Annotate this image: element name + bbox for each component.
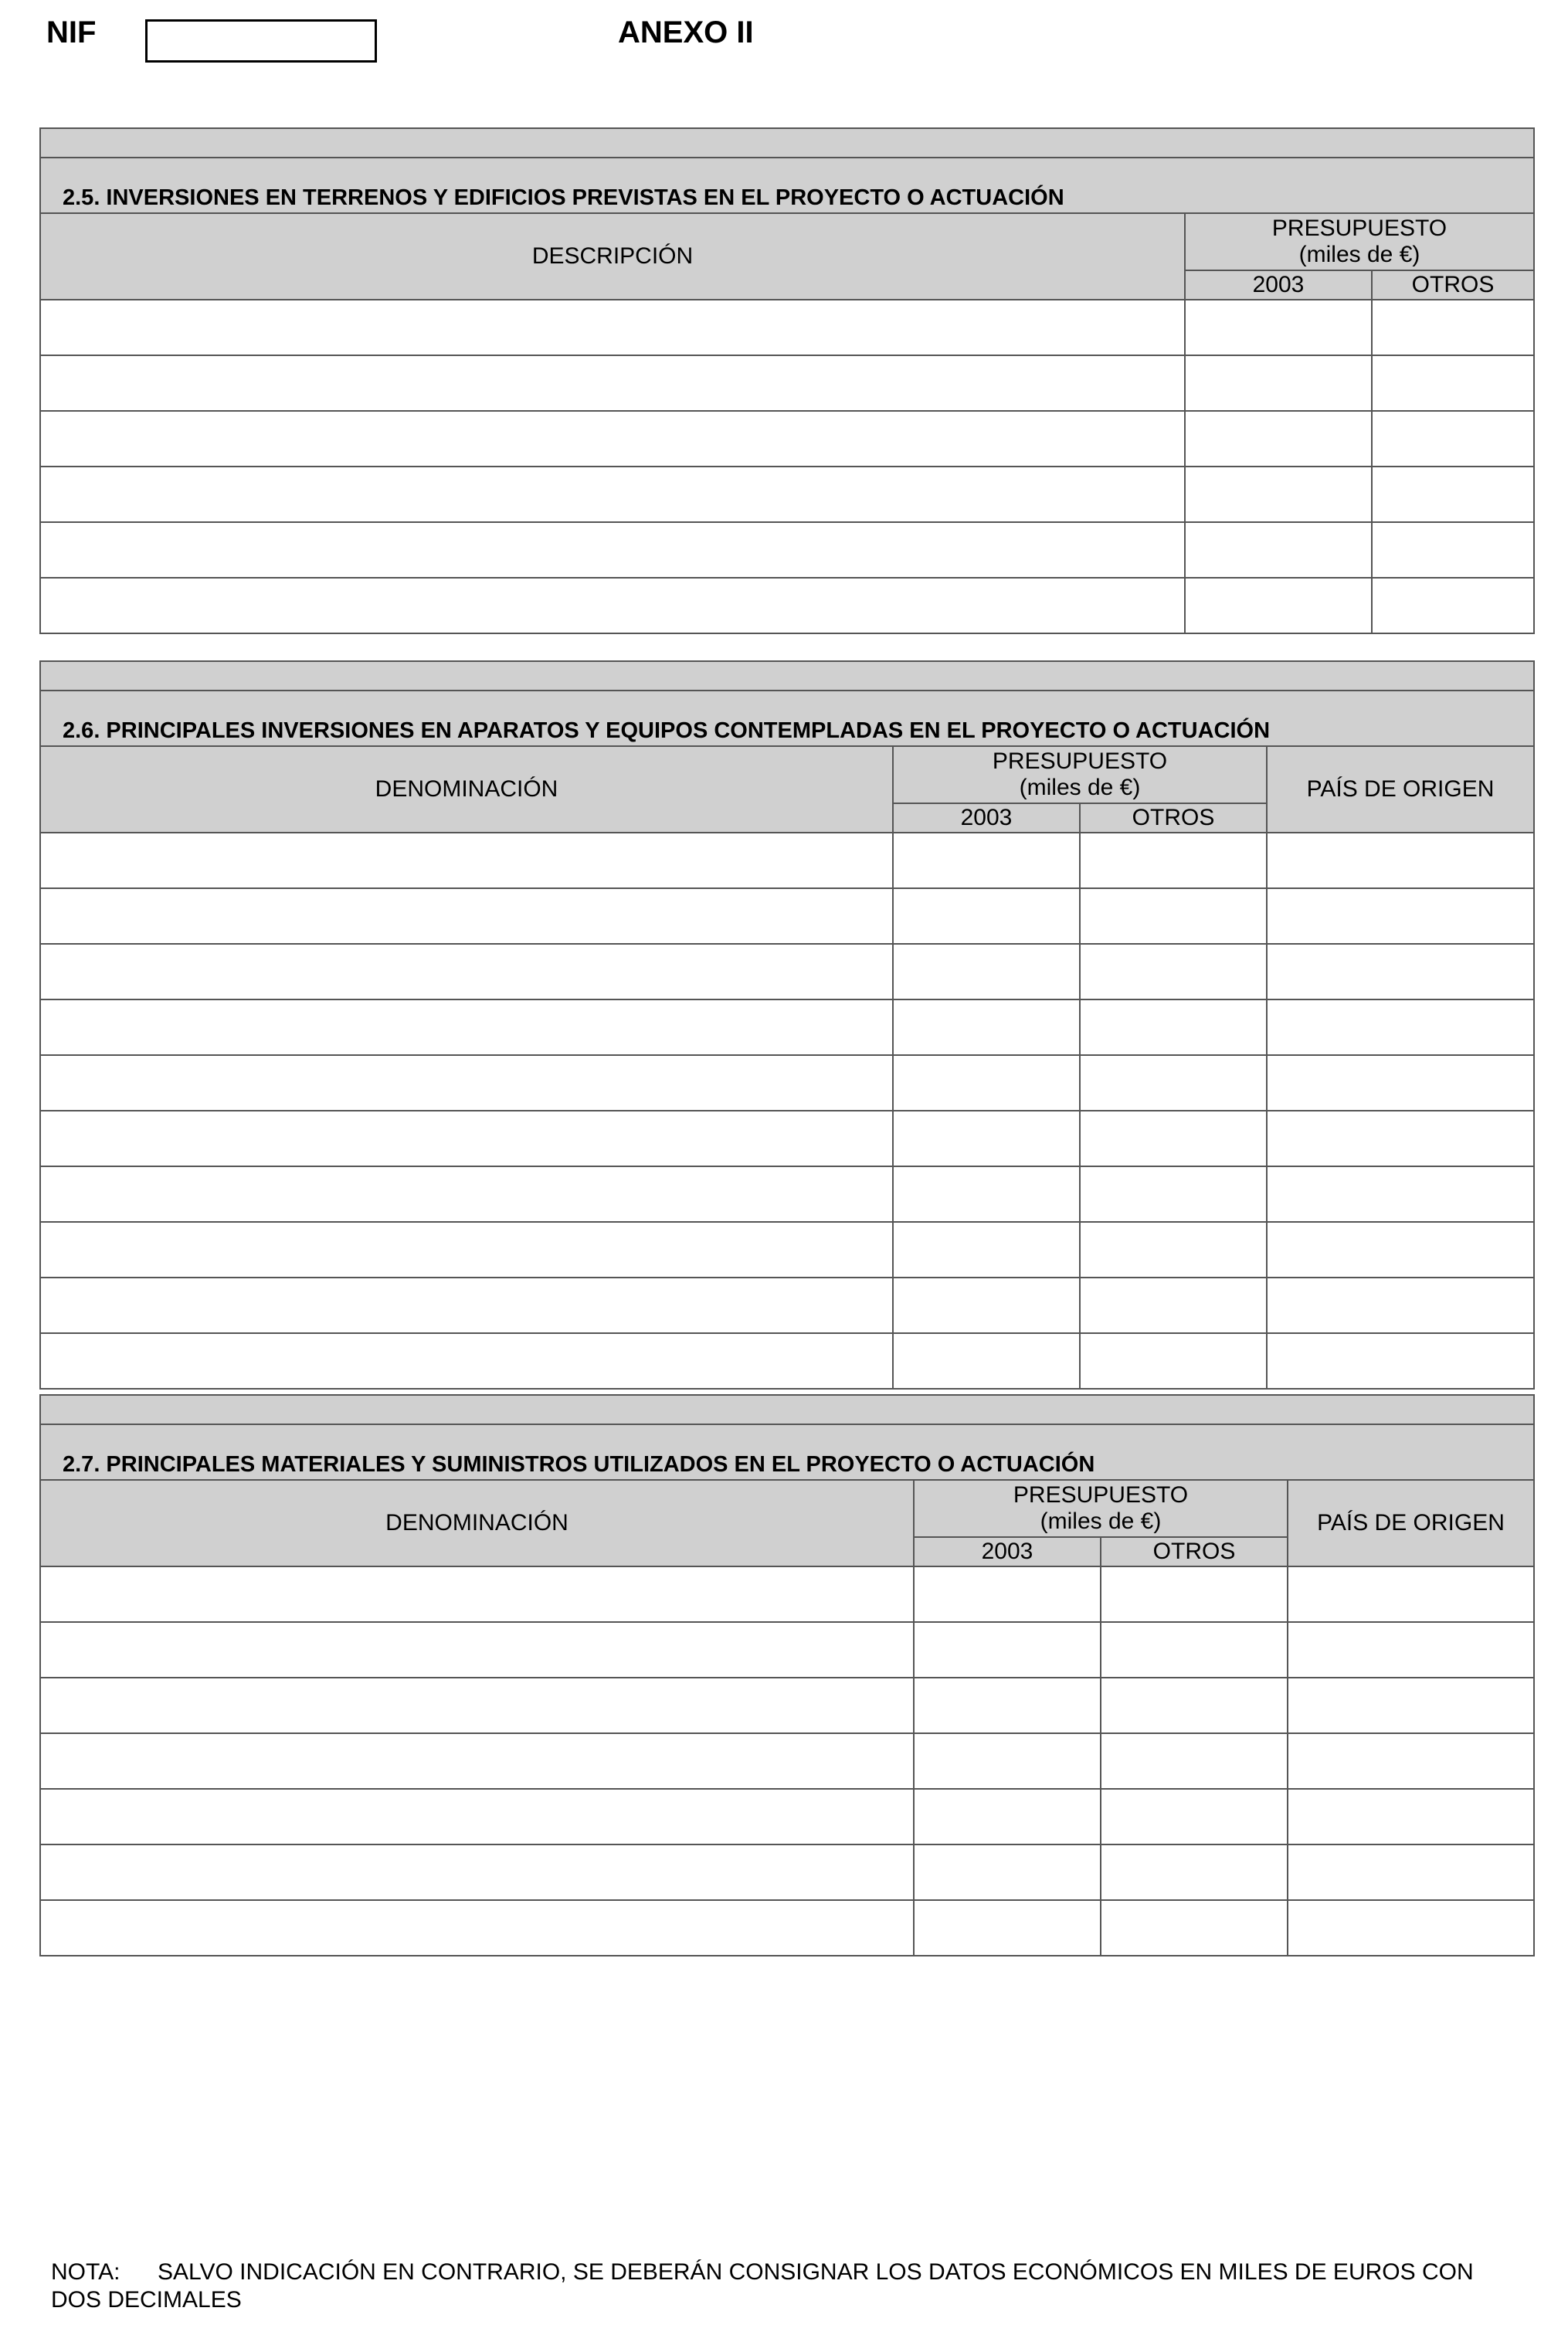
- presupuesto-2003-cell[interactable]: [914, 1622, 1101, 1678]
- presupuesto-2003-cell[interactable]: [893, 1111, 1080, 1166]
- denominacion-cell[interactable]: [40, 1900, 914, 1956]
- presupuesto-otros-cell[interactable]: [1080, 888, 1267, 944]
- pais-origen-cell[interactable]: [1288, 1844, 1534, 1900]
- nif-label: NIF: [46, 15, 97, 49]
- table-row: [40, 1055, 1534, 1111]
- denominacion-cell[interactable]: [40, 1622, 914, 1678]
- presupuesto-otros-cell[interactable]: [1372, 411, 1534, 467]
- footnote-text: SALVO INDICACIÓN EN CONTRARIO, SE DEBERÁN CONSIGNAR LOS DATOS ECONÓMICOS EN MILES DE EUROS CON DOS DECIMALES: [51, 2259, 1474, 2313]
- pais-origen-cell[interactable]: [1288, 1900, 1534, 1956]
- table-row: [40, 1678, 1534, 1733]
- column-header-descripcion: DESCRIPCIÓN: [40, 213, 1185, 300]
- presupuesto-2003-cell[interactable]: [893, 1166, 1080, 1222]
- pais-origen-cell[interactable]: [1267, 1333, 1534, 1389]
- header-band: [40, 128, 1534, 158]
- column-header-pais-origen: PAÍS DE ORIGEN: [1267, 746, 1534, 833]
- table-row: [40, 1622, 1534, 1678]
- table-row: [40, 1844, 1534, 1900]
- pais-origen-cell[interactable]: [1267, 888, 1534, 944]
- column-header-presupuesto: [1185, 213, 1534, 270]
- pais-origen-cell[interactable]: [1288, 1678, 1534, 1733]
- footnote-label: NOTA:: [51, 2259, 120, 2285]
- presupuesto-2003-cell[interactable]: [1185, 522, 1372, 578]
- denominacion-cell[interactable]: [40, 1678, 914, 1733]
- table-section-2-7: [39, 1394, 1535, 1956]
- presupuesto-2003-cell[interactable]: [1185, 467, 1372, 522]
- presupuesto-unit: (miles de €): [1019, 775, 1141, 800]
- table-row: [40, 411, 1534, 467]
- denominacion-cell[interactable]: [40, 944, 893, 999]
- table-row: [40, 300, 1534, 355]
- pais-origen-cell[interactable]: [1267, 833, 1534, 888]
- presupuesto-2003-cell[interactable]: [914, 1566, 1101, 1622]
- denominacion-cell[interactable]: [40, 1789, 914, 1844]
- table-section-2-5: [39, 127, 1535, 634]
- denominacion-cell[interactable]: [40, 1111, 893, 1166]
- presupuesto-otros-cell[interactable]: [1372, 522, 1534, 578]
- presupuesto-2003-cell[interactable]: [914, 1789, 1101, 1844]
- presupuesto-2003-cell[interactable]: [1185, 411, 1372, 467]
- presupuesto-otros-cell[interactable]: [1080, 1222, 1267, 1278]
- presupuesto-2003-cell[interactable]: [893, 1278, 1080, 1333]
- denominacion-cell[interactable]: [40, 1055, 893, 1111]
- presupuesto-otros-cell[interactable]: [1101, 1844, 1288, 1900]
- section-title: 2.7. PRINCIPALES MATERIALES Y SUMINISTROS UTILIZADOS EN EL PROYECTO O ACTUACIÓN: [40, 1424, 1534, 1480]
- column-header-2003: 2003: [893, 803, 1080, 833]
- denominacion-cell[interactable]: [40, 1222, 893, 1278]
- descripcion-cell[interactable]: [40, 467, 1185, 522]
- presupuesto-label: PRESUPUESTO: [1013, 1482, 1189, 1508]
- column-header-pais-origen: PAÍS DE ORIGEN: [1288, 1480, 1534, 1566]
- denominacion-cell[interactable]: [40, 1278, 893, 1333]
- denominacion-cell[interactable]: [40, 999, 893, 1055]
- presupuesto-otros-cell[interactable]: [1372, 355, 1534, 411]
- pais-origen-cell[interactable]: [1288, 1789, 1534, 1844]
- presupuesto-2003-cell[interactable]: [893, 1055, 1080, 1111]
- table-row: [40, 999, 1534, 1055]
- denominacion-cell[interactable]: [40, 1333, 893, 1389]
- table-row: [40, 1900, 1534, 1956]
- presupuesto-unit: (miles de €): [1040, 1508, 1162, 1534]
- descripcion-cell[interactable]: [40, 300, 1185, 355]
- presupuesto-2003-cell[interactable]: [914, 1733, 1101, 1789]
- presupuesto-2003-cell[interactable]: [1185, 578, 1372, 633]
- descripcion-cell[interactable]: [40, 578, 1185, 633]
- section-title: 2.6. PRINCIPALES INVERSIONES EN APARATOS Y EQUIPOS CONTEMPLADAS EN EL PROYECTO O ACTUACIÓN: [40, 691, 1534, 746]
- presupuesto-unit: (miles de €): [1298, 242, 1420, 267]
- pais-origen-cell[interactable]: [1267, 944, 1534, 999]
- column-header-2003: 2003: [914, 1537, 1101, 1566]
- pais-origen-cell[interactable]: [1267, 1222, 1534, 1278]
- column-header-presupuesto: [914, 1480, 1288, 1537]
- pais-origen-cell[interactable]: [1288, 1733, 1534, 1789]
- column-header-presupuesto: [893, 746, 1267, 803]
- table-row: [40, 1789, 1534, 1844]
- presupuesto-otros-cell[interactable]: [1101, 1789, 1288, 1844]
- denominacion-cell[interactable]: [40, 1166, 893, 1222]
- column-header-otros: OTROS: [1080, 803, 1267, 833]
- presupuesto-2003-cell[interactable]: [914, 1678, 1101, 1733]
- column-header-otros: OTROS: [1372, 270, 1534, 300]
- denominacion-cell[interactable]: [40, 1566, 914, 1622]
- presupuesto-2003-cell[interactable]: [893, 888, 1080, 944]
- table-row: [40, 1222, 1534, 1278]
- presupuesto-otros-cell[interactable]: [1080, 999, 1267, 1055]
- presupuesto-otros-cell[interactable]: [1080, 1333, 1267, 1389]
- presupuesto-otros-cell[interactable]: [1080, 944, 1267, 999]
- pais-origen-cell[interactable]: [1267, 1278, 1534, 1333]
- table-row: [40, 1166, 1534, 1222]
- pais-origen-cell[interactable]: [1267, 1111, 1534, 1166]
- pais-origen-cell[interactable]: [1288, 1622, 1534, 1678]
- column-header-denominacion: DENOMINACIÓN: [40, 746, 893, 833]
- presupuesto-otros-cell[interactable]: [1101, 1622, 1288, 1678]
- presupuesto-2003-cell[interactable]: [914, 1844, 1101, 1900]
- pais-origen-cell[interactable]: [1288, 1566, 1534, 1622]
- presupuesto-otros-cell[interactable]: [1372, 578, 1534, 633]
- denominacion-cell[interactable]: [40, 888, 893, 944]
- table-row: [40, 1566, 1534, 1622]
- denominacion-cell[interactable]: [40, 1733, 914, 1789]
- presupuesto-2003-cell[interactable]: [1185, 355, 1372, 411]
- nif-input[interactable]: [145, 19, 377, 63]
- header-band: [40, 1395, 1534, 1424]
- presupuesto-otros-cell[interactable]: [1101, 1733, 1288, 1789]
- annex-title: ANEXO II: [618, 15, 754, 49]
- descripcion-cell[interactable]: [40, 411, 1185, 467]
- presupuesto-label: PRESUPUESTO: [992, 748, 1168, 774]
- table-section-2-6: [39, 660, 1535, 1390]
- section-title: 2.5. INVERSIONES EN TERRENOS Y EDIFICIOS PREVISTAS EN EL PROYECTO O ACTUACIÓN: [40, 158, 1534, 213]
- table-row: [40, 944, 1534, 999]
- presupuesto-otros-cell[interactable]: [1101, 1678, 1288, 1733]
- column-header-denominacion: DENOMINACIÓN: [40, 1480, 914, 1566]
- table-row: [40, 1111, 1534, 1166]
- footnote: [51, 2258, 1519, 2314]
- presupuesto-otros-cell[interactable]: [1372, 467, 1534, 522]
- table-row: [40, 1278, 1534, 1333]
- presupuesto-otros-cell[interactable]: [1080, 1055, 1267, 1111]
- pais-origen-cell[interactable]: [1267, 999, 1534, 1055]
- presupuesto-2003-cell[interactable]: [1185, 300, 1372, 355]
- table-row: [40, 833, 1534, 888]
- presupuesto-2003-cell[interactable]: [893, 1333, 1080, 1389]
- denominacion-cell[interactable]: [40, 1844, 914, 1900]
- pais-origen-cell[interactable]: [1267, 1166, 1534, 1222]
- presupuesto-2003-cell[interactable]: [914, 1900, 1101, 1956]
- descripcion-cell[interactable]: [40, 522, 1185, 578]
- descripcion-cell[interactable]: [40, 355, 1185, 411]
- table-row: [40, 1333, 1534, 1389]
- presupuesto-2003-cell[interactable]: [893, 944, 1080, 999]
- column-header-2003: 2003: [1185, 270, 1372, 300]
- presupuesto-otros-cell[interactable]: [1101, 1900, 1288, 1956]
- presupuesto-otros-cell[interactable]: [1080, 833, 1267, 888]
- table-row: [40, 522, 1534, 578]
- presupuesto-otros-cell[interactable]: [1372, 300, 1534, 355]
- table-row: [40, 578, 1534, 633]
- table-row: [40, 1733, 1534, 1789]
- presupuesto-otros-cell[interactable]: [1080, 1111, 1267, 1166]
- column-header-otros: OTROS: [1101, 1537, 1288, 1566]
- presupuesto-2003-cell[interactable]: [893, 833, 1080, 888]
- table-row: [40, 467, 1534, 522]
- presupuesto-label: PRESUPUESTO: [1271, 215, 1448, 241]
- header-band: [40, 661, 1534, 691]
- presupuesto-otros-cell[interactable]: [1080, 1166, 1267, 1222]
- denominacion-cell[interactable]: [40, 833, 893, 888]
- presupuesto-otros-cell[interactable]: [1101, 1566, 1288, 1622]
- presupuesto-otros-cell[interactable]: [1080, 1278, 1267, 1333]
- table-row: [40, 355, 1534, 411]
- presupuesto-2003-cell[interactable]: [893, 1222, 1080, 1278]
- presupuesto-2003-cell[interactable]: [893, 999, 1080, 1055]
- pais-origen-cell[interactable]: [1267, 1055, 1534, 1111]
- table-row: [40, 888, 1534, 944]
